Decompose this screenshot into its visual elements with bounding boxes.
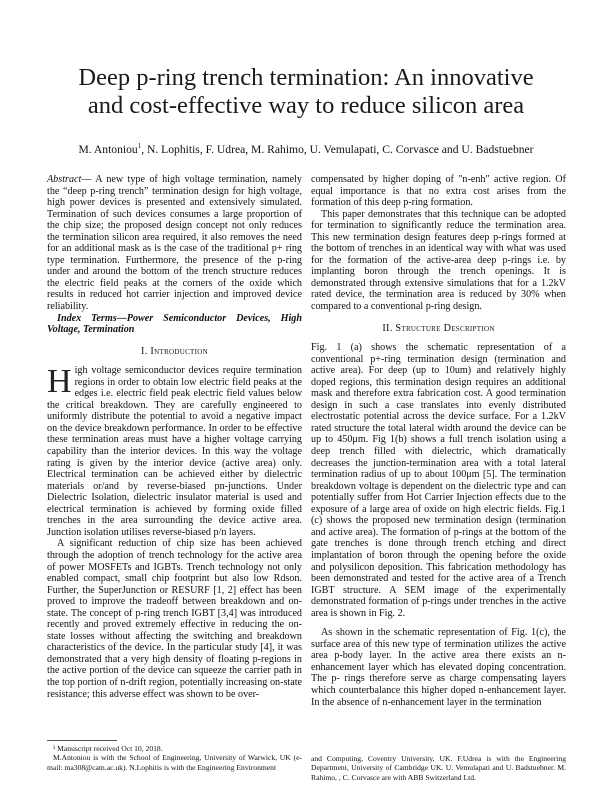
section-heading-structure bbox=[311, 323, 566, 335]
structure-paragraph-2: As shown in the schematic representation of Fig. 1(c), the surface area of this new type of termination utilizes the active area p-body layer. In the active area there exists an n-enhancement layer which has elevated doping concentration. The p- rings therefore serve as charge compensating layers which counterbalance this higher doped n-enhancement layer. In the absence of n-enhancement layer in the termination bbox=[311, 627, 566, 708]
section-number: II. bbox=[382, 322, 393, 334]
intro-paragraph-1-text: igh voltage semiconductor devices require termination regions in order to obtain low electric field peaks at the edges i.e. electric field peak electric field values below the critical breakdown. They are carefully engineered to uniformly distribute the potential to avoid a negative impact on the device breakdown performance. In order to be effective these termination areas must have a higher voltage carrying capability than the interior devices. In this way the voltage rating is given by the interior device (active area) only. Electrical termination can be achieved either by dielectric materials or/and by reverse-biased pn-junctions. Under Dielectric Isolation, dielectric insulator material is used and electrical termination is achieved by forming oxide filled trenches in the area surrounding the device active area. Junction isolation utilises reverse-biased p/n layers. bbox=[47, 365, 302, 538]
abstract-label: Abstract bbox=[47, 174, 82, 185]
section-number: I. bbox=[141, 345, 148, 357]
intro-paragraph-1 bbox=[47, 365, 302, 538]
author-footnote-marker: 1 bbox=[137, 142, 142, 150]
paragraph-gap bbox=[311, 619, 566, 627]
footnote-divider bbox=[47, 740, 117, 741]
footnote-affiliations: M.Antoniou is with the School of Engineering, University of Warwick, UK (e-mail: ma308@cam.ac.uk). N.Lophitis is with the Engineering Environment bbox=[47, 753, 302, 772]
section-heading-introduction bbox=[47, 346, 302, 358]
right-column bbox=[311, 174, 566, 708]
first-author: M. Antoniou bbox=[78, 142, 138, 156]
index-terms-label: Index Terms bbox=[57, 312, 117, 324]
footnotes-left bbox=[47, 744, 302, 772]
footnotes-right bbox=[311, 754, 566, 782]
title-line-1: Deep p-ring trench termination: An innovative bbox=[78, 64, 534, 91]
continued-paragraph: compensated by higher doping of "n-enh" active region. Of equal importance is that no extra cost arises from the formation of this deep p-ring formation. bbox=[311, 174, 566, 209]
footnote-affiliations-continued: and Computing, Coventry University, UK. F.Udrea is with the Engineering Department, University of Cambridge UK. U. Vemulapati and U. Badstuebner. M. Rahimo, , C. Corvasce are with ABB Switzerland Ltd. bbox=[311, 754, 566, 782]
abstract bbox=[47, 174, 302, 313]
intro-paragraph-2: A significant reduction of chip size has been achieved through the adoption of trench technology for the active area of power MOSFETs and IGBTs. Trench technology not only enabled compact, small chip footprint but also low Rdson. Further, the SuperJunction or RESURF [1, 2] effect has been proved to improve the tradeoff between breakdown and on-state. The concept of p-ring trench IGBT [3,4] was introduced recently and proved extremely effective in reducing the on-state losses without affecting the switching and breakdown characteristics of the device. In the particular study [4], it was demonstrated that a very high density of floating p-regions in the active portion of the device can squeeze the carrier path in the top portion of n-drift region, potentially increasing on-state resistance; this adverse effect was shown to be over- bbox=[47, 538, 302, 700]
abstract-text: — A new type of high voltage termination, namely the “deep p-ring trench” termination design for high voltage, high power devices is presented and extensively simulated. Termination of such devices consumes a large proportion of the chip size; the proposed design concept not only reduces the termination silicon area required, it also removes the need for an additional mask as is the case of the traditional p+ ring type termination. Furthermore, the presence of the p-ring under and around the bottom of the trench structure reduces the electric field peaks at the corners of the oxide which results in reduced hot carrier injection and improved device reliability. bbox=[47, 174, 302, 313]
other-authors: , N. Lophitis, F. Udrea, M. Rahimo, U. Vemulapati, C. Corvasce and U. Badstuebner bbox=[141, 142, 534, 156]
section-title: Introduction bbox=[150, 345, 208, 357]
section-title: Structure Description bbox=[395, 322, 495, 334]
contribution-paragraph: This paper demonstrates that this technique can be adopted for termination to significantly reduce the termination area. This new termination design features deep p-rings formed at the bottom of trenches in an identical way with what was used for the formation of the active-area deep p-rings i.e. by implanting boron through the trench openings. It is demonstrated through extensive simulations that for a 1.2kV rated device, the termination area is reduced by 30% when compared to a conventional p-ring design. bbox=[311, 208, 566, 313]
left-column bbox=[47, 174, 302, 700]
author-list bbox=[30, 139, 582, 157]
footnote-received: ¹ Manuscript received Oct 10, 2018. bbox=[53, 744, 163, 753]
title-line-2: and cost-effective way to reduce silicon area bbox=[87, 92, 525, 119]
index-terms-text: —Power Semiconductor Devices, High Voltage, Termination bbox=[47, 312, 302, 336]
index-terms bbox=[47, 313, 302, 336]
structure-paragraph-1: Fig. 1 (a) shows the schematic representation of a conventional p+-ring termination design (termination and active area). For deep (up to 10um) and relatively highly doped regions, this termination design requires an additional mask and therefore extra fabrication cost. A good termination design in such a case translates into evenly distributed electrostatic potential across the device surface. For a 1.2kV rated structure the total lateral width around the device can be up to 450μm. Fig 1(b) shows a full trench isolation using a deep trench filled with dielectric, which dramatically decreases the junction-termination area with a total lateral termination radius of up to about 100μm [5]. The termination breakdown voltage is dependent on the dielectric type and can potentially suffer from Hot Carrier Injection effects due to the exposure of a large area of oxide on high electric fields. Fig.1 (c) shows the proposed new termination design (termination and active area). The formation of p-rings at the bottom of the gate trenches is done through trench etching and direct implantation of boron through the opening before the oxide and polysilicon deposition. This fabrication methodology has been demonstrated and tested for the active area of a Trench IGBT structure. A SEM image of the experimentally demonstrated formation of p-rings under trenches in the active area is shown in Fig. 2. bbox=[311, 342, 566, 619]
drop-cap: H bbox=[47, 363, 72, 401]
paper-title bbox=[40, 64, 572, 120]
